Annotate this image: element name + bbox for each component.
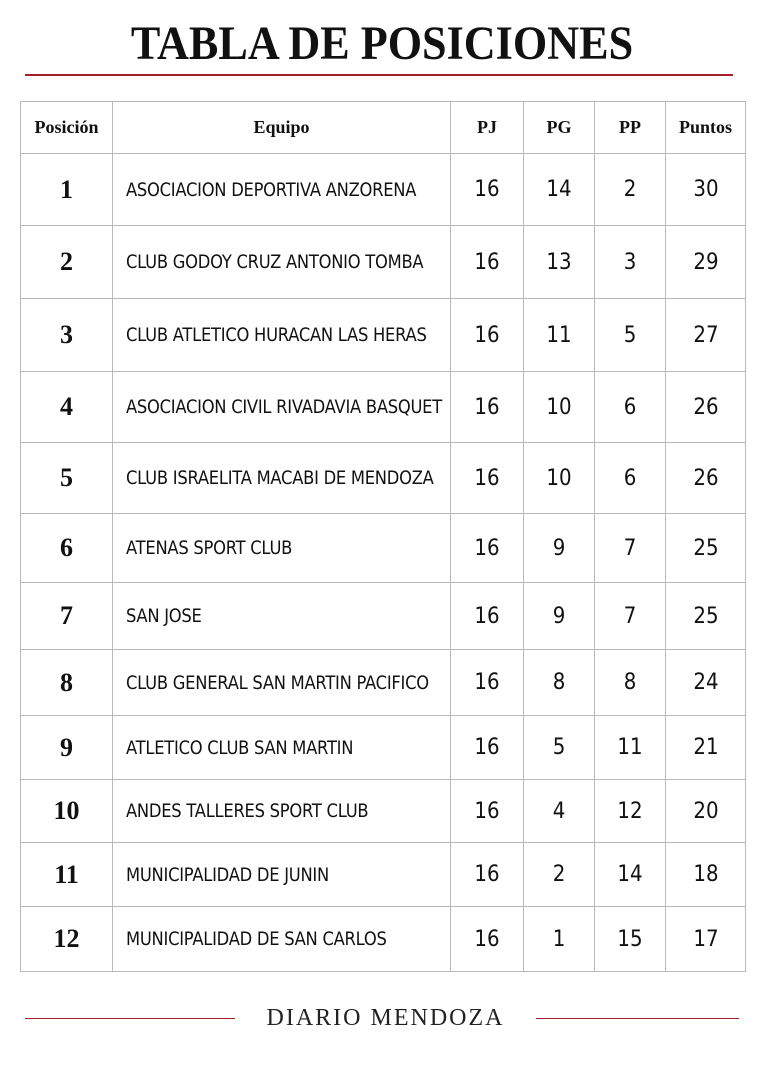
cell-played — [451, 583, 524, 650]
cell-played — [451, 780, 524, 843]
cell-position — [21, 514, 113, 583]
cell-won — [524, 226, 595, 299]
cell-team-text: CLUB ISRAELITA MACABI DE MENDOZA — [126, 467, 434, 489]
cell-lost-text: 5 — [623, 322, 637, 348]
cell-points-text: 17 — [692, 926, 719, 952]
cell-won — [524, 780, 595, 843]
cell-position — [21, 650, 113, 716]
cell-team-text: ATENAS SPORT CLUB — [126, 537, 293, 559]
cell-points-text: 20 — [692, 798, 719, 824]
cell-lost — [595, 907, 666, 972]
cell-played — [451, 907, 524, 972]
cell-won-text: 5 — [552, 735, 566, 760]
cell-lost — [595, 443, 666, 514]
cell-won-text: 8 — [552, 670, 566, 695]
cell-team-text: SAN JOSE — [126, 605, 202, 627]
cell-points-text: 29 — [692, 249, 719, 275]
cell-lost-text: 7 — [623, 603, 637, 629]
cell-won — [524, 716, 595, 780]
cell-team — [113, 372, 451, 443]
cell-played — [451, 716, 524, 780]
cell-won — [524, 372, 595, 443]
cell-team — [113, 843, 451, 907]
cell-position-text: 3 — [60, 320, 73, 349]
cell-played-text: 16 — [474, 465, 500, 491]
cell-team — [113, 583, 451, 650]
cell-lost — [595, 372, 666, 443]
cell-played-text: 16 — [474, 735, 500, 760]
cell-lost-text: 14 — [617, 862, 643, 887]
cell-team-text: ANDES TALLERES SPORT CLUB — [126, 800, 369, 822]
cell-lost-text: 12 — [617, 798, 643, 824]
cell-team-text: CLUB GENERAL SAN MARTIN PACIFICO — [126, 671, 429, 694]
cell-points-text: 30 — [692, 177, 719, 202]
cell-won — [524, 843, 595, 907]
cell-points — [666, 299, 746, 372]
cell-points-text: 25 — [692, 535, 719, 561]
cell-team — [113, 226, 451, 299]
cell-position-text: 2 — [60, 247, 73, 276]
cell-won — [524, 299, 595, 372]
cell-points-text: 25 — [692, 603, 719, 629]
cell-points — [666, 372, 746, 443]
cell-lost — [595, 299, 666, 372]
cell-position-text: 4 — [60, 392, 73, 421]
cell-team — [113, 443, 451, 514]
cell-lost-text: 11 — [617, 735, 643, 760]
cell-position — [21, 843, 113, 907]
page-title: TABLA DE POSICIONES — [130, 17, 634, 70]
title-divider — [25, 74, 733, 76]
cell-position-text: 11 — [54, 859, 79, 889]
cell-points — [666, 443, 746, 514]
cell-played — [451, 843, 524, 907]
cell-played-text: 16 — [474, 177, 500, 202]
cell-played — [451, 514, 524, 583]
table-body — [21, 154, 746, 972]
cell-team — [113, 650, 451, 716]
cell-position — [21, 907, 113, 972]
cell-points — [666, 226, 746, 299]
cell-lost — [595, 716, 666, 780]
cell-played-text: 16 — [474, 926, 500, 952]
table-row — [21, 372, 746, 443]
cell-team-text: CLUB ATLETICO HURACAN LAS HERAS — [126, 324, 427, 346]
cell-lost-text: 15 — [617, 926, 643, 952]
cell-won-text: 9 — [552, 603, 566, 629]
cell-points — [666, 843, 746, 907]
cell-team — [113, 716, 451, 780]
cell-won — [524, 650, 595, 716]
cell-points-text: 24 — [692, 670, 719, 695]
cell-position — [21, 443, 113, 514]
cell-played — [451, 650, 524, 716]
cell-position — [21, 154, 113, 226]
table-row — [21, 154, 746, 226]
cell-team-text: ASOCIACION DEPORTIVA ANZORENA — [126, 178, 417, 201]
cell-played — [451, 372, 524, 443]
column-header-team: Equipo — [113, 102, 451, 154]
cell-won-text: 11 — [546, 322, 572, 348]
cell-position-text: 1 — [60, 174, 73, 204]
cell-won — [524, 514, 595, 583]
cell-points — [666, 154, 746, 226]
cell-position-text: 6 — [60, 533, 73, 562]
column-header-points: Puntos — [666, 102, 746, 154]
column-header-lost: PP — [595, 102, 666, 154]
table-row — [21, 843, 746, 907]
cell-won — [524, 443, 595, 514]
cell-played — [451, 154, 524, 226]
cell-played-text: 16 — [474, 670, 500, 695]
cell-position — [21, 583, 113, 650]
cell-won-text: 10 — [546, 465, 572, 491]
cell-played — [451, 443, 524, 514]
cell-played-text: 16 — [474, 249, 500, 275]
cell-played — [451, 299, 524, 372]
cell-team-text: MUNICIPALIDAD DE JUNIN — [126, 863, 329, 886]
cell-position-text: 9 — [60, 732, 73, 762]
table-row — [21, 299, 746, 372]
cell-team — [113, 514, 451, 583]
cell-points — [666, 583, 746, 650]
cell-points — [666, 907, 746, 972]
cell-won-text: 1 — [552, 926, 566, 952]
header-row — [21, 102, 746, 154]
footer-brand: DIARIO MENDOZA — [266, 1005, 505, 1031]
cell-played-text: 16 — [474, 535, 500, 561]
cell-won — [524, 583, 595, 650]
cell-points — [666, 716, 746, 780]
cell-lost — [595, 780, 666, 843]
table-row — [21, 226, 746, 299]
table-row — [21, 583, 746, 650]
cell-points-text: 21 — [692, 735, 719, 760]
cell-played — [451, 226, 524, 299]
table-row — [21, 650, 746, 716]
cell-lost-text: 7 — [623, 535, 637, 561]
cell-lost — [595, 650, 666, 716]
cell-team-text: ATLETICO CLUB SAN MARTIN — [126, 736, 354, 759]
cell-points — [666, 780, 746, 843]
column-header-position: Posición — [21, 102, 113, 154]
cell-position — [21, 716, 113, 780]
cell-won-text: 4 — [552, 798, 566, 824]
cell-position — [21, 226, 113, 299]
column-header-played: PJ — [451, 102, 524, 154]
cell-position-text: 7 — [60, 601, 73, 630]
standings-table — [20, 101, 746, 972]
cell-lost — [595, 514, 666, 583]
cell-lost-text: 6 — [623, 394, 637, 420]
cell-position — [21, 372, 113, 443]
table-row — [21, 514, 746, 583]
cell-played-text: 16 — [474, 862, 500, 887]
cell-position-text: 10 — [53, 796, 80, 825]
footer-divider-right — [536, 1018, 739, 1019]
cell-played-text: 16 — [474, 322, 500, 348]
cell-team-text: ASOCIACION CIVIL RIVADAVIA BASQUET — [126, 396, 442, 418]
cell-team — [113, 907, 451, 972]
cell-won-text: 10 — [546, 394, 572, 420]
cell-played-text: 16 — [474, 798, 500, 824]
cell-lost-text: 8 — [623, 670, 637, 695]
cell-lost — [595, 583, 666, 650]
cell-points — [666, 650, 746, 716]
cell-lost — [595, 154, 666, 226]
cell-lost-text: 6 — [623, 465, 637, 491]
cell-lost-text: 3 — [623, 249, 637, 275]
cell-lost — [595, 226, 666, 299]
table-row — [21, 716, 746, 780]
cell-position — [21, 299, 113, 372]
cell-won-text: 13 — [546, 249, 572, 275]
cell-lost-text: 2 — [623, 177, 637, 202]
cell-won — [524, 154, 595, 226]
footer-divider-left — [25, 1018, 235, 1019]
table-row — [21, 780, 746, 843]
cell-position — [21, 780, 113, 843]
table-header — [21, 102, 746, 154]
cell-points-text: 26 — [692, 394, 719, 420]
cell-points-text: 27 — [692, 322, 719, 348]
cell-won — [524, 907, 595, 972]
column-header-won: PG — [524, 102, 595, 154]
cell-team — [113, 299, 451, 372]
cell-played-text: 16 — [474, 603, 500, 629]
cell-won-text: 9 — [552, 535, 566, 561]
table-row — [21, 907, 746, 972]
cell-team — [113, 154, 451, 226]
cell-points — [666, 514, 746, 583]
cell-team-text: MUNICIPALIDAD DE SAN CARLOS — [126, 928, 387, 950]
cell-won-text: 14 — [546, 177, 572, 202]
cell-position-text: 5 — [60, 463, 73, 492]
cell-position-text: 12 — [53, 924, 80, 953]
cell-won-text: 2 — [552, 862, 566, 887]
cell-points-text: 18 — [692, 862, 719, 887]
cell-team-text: CLUB GODOY CRUZ ANTONIO TOMBA — [126, 251, 424, 273]
cell-team — [113, 780, 451, 843]
cell-played-text: 16 — [474, 394, 500, 420]
table-row — [21, 443, 746, 514]
cell-points-text: 26 — [692, 465, 719, 491]
cell-position-text: 8 — [60, 667, 73, 697]
cell-lost — [595, 843, 666, 907]
